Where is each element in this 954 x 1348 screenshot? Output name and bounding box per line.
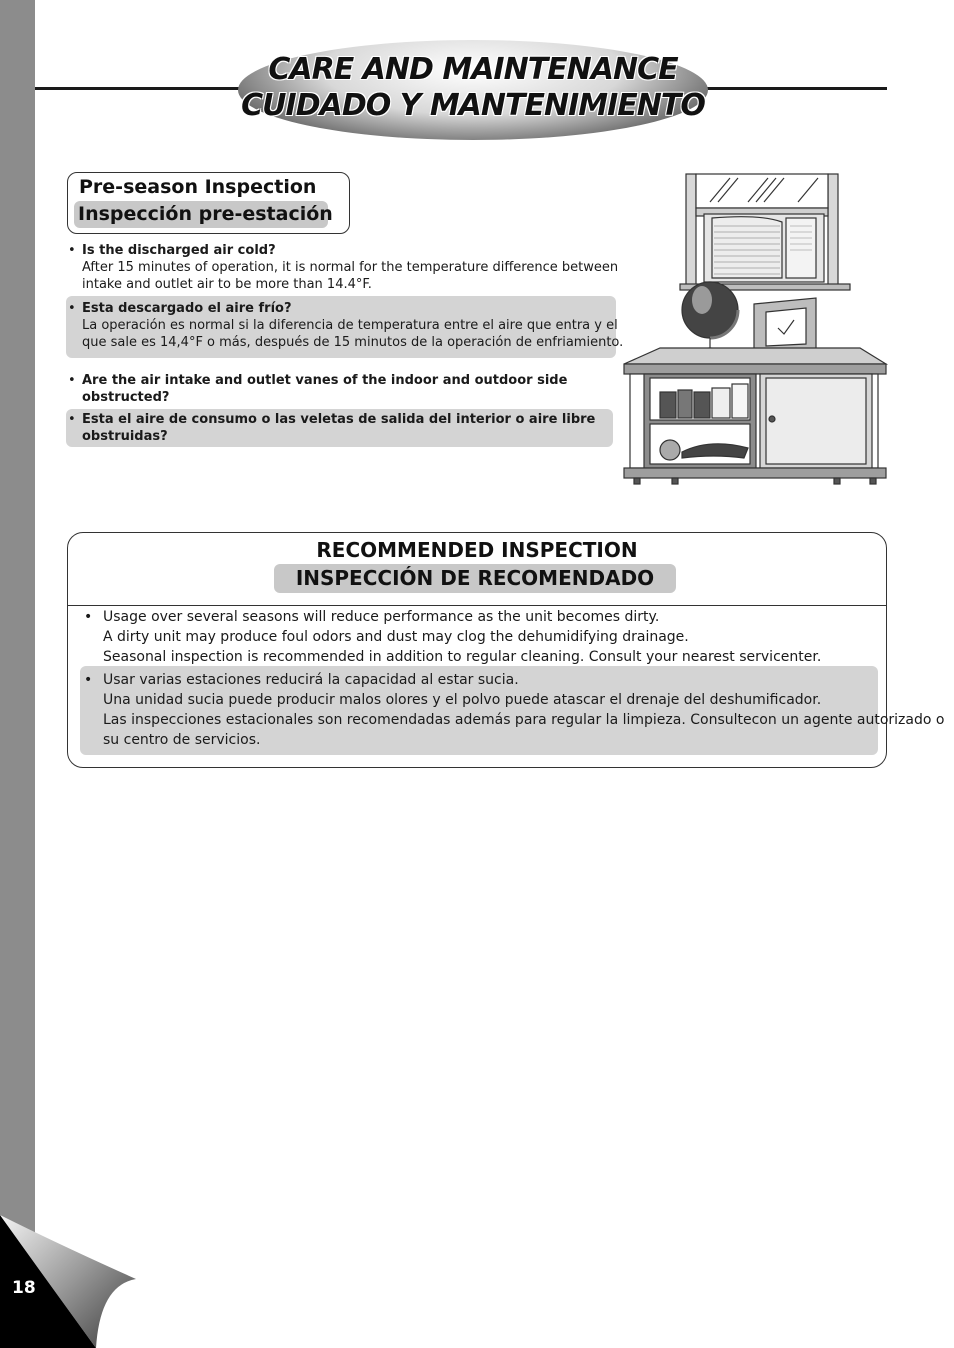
item-line: After 15 minutes of operation, it is normal for the temperature difference between [82, 260, 619, 275]
item-question: Esta el aire de consumo o las veletas de salida del interior o aire libre [82, 412, 596, 427]
pre-season-item-2: • Esta descargado el aire frío? La operación es normal si la diferencia de temperatura entre el aire que entra y el que sale es 14,4°F o más, después de 15 minutos de la operación de enfriamiento. [68, 301, 624, 350]
item-line: Seasonal inspection is recommended in addition to regular cleaning. Consult your nearest servicenter. [103, 649, 822, 665]
item-line: Las inspecciones estacionales son recomendadas además para regular la limpieza. Consultecon un agente autorizado o [103, 712, 945, 728]
header-rule-right [703, 87, 887, 90]
item-line: Una unidad sucia puede producir malos olores y el polvo puede atascar el drenaje del deshumificador. [103, 692, 822, 708]
left-margin-strip [0, 0, 35, 1348]
item-line: Usage over several seasons will reduce performance as the unit becomes dirty. [103, 609, 660, 625]
item-line: que sale es 14,4°F o más, después de 15 minutos de la operación de enfriamiento. [82, 335, 624, 350]
item-line: A dirty unit may produce foul odors and dust may clog the dehumidifying drainage. [103, 629, 689, 645]
page-number: 18 [12, 1278, 36, 1298]
item-line: su centro de servicios. [103, 732, 261, 748]
air-conditioner-cabinet-illustration [620, 170, 890, 490]
item-question: obstruidas? [82, 429, 168, 444]
pre-season-item-4: • Esta el aire de consumo o las veletas de salida del interior o aire libre obstruidas? [68, 412, 596, 444]
item-question: Is the discharged air cold? [82, 243, 276, 258]
recommended-item-en: • Usage over several seasons will reduce performance as the unit becomes dirty. A dirty unit may produce foul odors and dust may clog the dehumidifying drainage. Seasonal inspection is recommended in addition to regular cleaning. Consult your nearest servicenter. [84, 609, 822, 665]
item-question: obstructed? [82, 390, 170, 405]
pre-season-title-en: Pre-season Inspection [79, 176, 317, 198]
item-question: Esta descargado el aire frío? [82, 301, 292, 316]
recommended-title-en: RECOMMENDED INSPECTION [316, 538, 638, 562]
pre-season-item-3: • Are the air intake and outlet vanes of the indoor and outdoor side obstructed? [68, 373, 568, 405]
page-title-en: CARE AND MAINTENANCE [268, 52, 678, 87]
recommended-item-es: • Usar varias estaciones reducirá la capacidad al estar sucia. Una unidad sucia puede producir malos olores y el polvo puede atascar el drenaje del deshumificador. Las inspecciones estacionales son recomendadas además para regular la limpieza. Consultecon un agente autorizado o su centro de servicios. [84, 672, 945, 748]
item-line: La operación es normal si la diferencia de temperatura entre el aire que entra y el [82, 318, 618, 333]
pre-season-title-es: Inspección pre-estación [74, 201, 328, 228]
item-question: Are the air intake and outlet vanes of the indoor and outdoor side [82, 373, 568, 388]
recommended-divider [68, 605, 886, 606]
page-title-es: CUIDADO Y MANTENIMIENTO [241, 88, 705, 123]
recommended-title-es: INSPECCIÓN DE RECOMENDADO [274, 564, 676, 593]
item-line: intake and outlet air to be more than 14.4°F. [82, 277, 372, 292]
item-line: Usar varias estaciones reducirá la capacidad al estar sucia. [103, 672, 519, 688]
pre-season-item-1: • Is the discharged air cold? After 15 minutes of operation, it is normal for the temperature difference between intake and outlet air to be more than 14.4°F. [68, 243, 619, 292]
header-rule-left [35, 87, 240, 90]
